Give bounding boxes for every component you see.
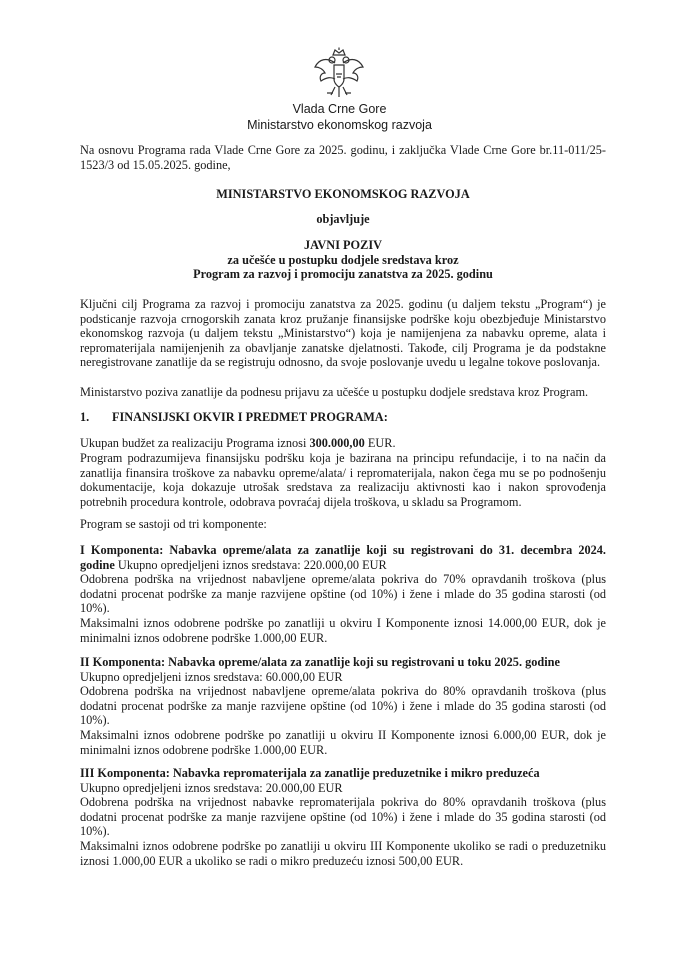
component-3-support: Odobrena podrška na vrijednost nabavke repromaterijala pokriva do 80% opravdanih troškova (plus dodatni procenat podrške za manje razvijene opštine (od 10%) i žene i mlade do 35 godina starosti (od 10%). [80,795,606,839]
budget-suffix: EUR. [364,436,396,450]
coat-of-arms-icon [311,47,367,99]
budget-prefix: Ukupan budžet za realizaciju Programa iznosi [80,436,310,450]
government-name: Vlada Crne Gore [292,102,387,116]
component-1-title: I Komponenta: Nabavka opreme/alata za zanatlije koji su registrovani do 31. decembra 2024. godine [80,543,606,572]
component-1-limits: Maksimalni iznos odobrene podrške po zanatliji u okviru I Komponente iznosi 14.000,00 EUR, dok je minimalni iznos odobrene podrške 1.000,00 EUR. [80,615,606,645]
invitation-paragraph: Ministarstvo poziva zanatlije da podnesu prijavu za učešće u postupku dodjele sredstava kroz Program. [80,385,589,399]
section-1-heading [80,410,606,425]
component-1-support: Odobrena podrška na vrijednost nabavljene opreme/alata pokriva do 70% opravdanih troškova (plus dodatni procenat podrške za manje razvijene opštine (od 10%) i žene i mlade do 35 godina starosti (od 10%). [80,572,606,616]
component-2-support: Odobrena podrška na vrijednost nabavljene opreme/alata pokriva do 80% opravdanih troškova (plus dodatni procenat podrške za manje razvijene opštine (od 10%) i žene i mlade do 35 godina starosti (od 10%). [80,684,606,728]
budget-line [80,436,606,451]
component-2-allocated: Ukupno opredjeljeni iznos sredstava: 60.000,00 EUR [80,669,343,684]
ministry-name: Ministarstvo ekonomskog razvoja [247,118,432,132]
refund-paragraph: Program podrazumijeva finansijsku podršku koja je bazirana na principu refundacije, i to na način da zanatlija finansira troškove za nabavku opreme/alata/ i repromaterijala, nakon čega mu se po podnošenju dokumentacije, koja dokazuje utrošak sredstava za realizaciju aktivnosti kao i nakon sprovođenja potrebnih procedura kontrole, odobrava povraćaj dijela troškova, u skladu sa Programom. [80,451,606,509]
goal-paragraph: Ključni cilj Programa za razvoj i promociju zanatstva za 2025. godinu (u daljem tekstu „Program“) je podsticanje razvoja crnogorskih zanata kroz pružanje finansijske podrške koju obezbjeđuje Ministarstvo ekonomskog razvoja (u daljem tekstu „Ministarstvo“) koja je namijenjena za nabavku opreme, alata i repromaterijala namijenjenih za obavljanje zanatske djelatnosti. Takođe, cilj Programa je da podstakne neregistrovane zanatlije da se registruju odnosno, da svoje poslovanje uvedu u legalne tokove poslovanja. [80,297,606,370]
components-intro: Program se sastoji od tri komponente: [80,517,267,531]
issuer-heading: MINISTARSTVO EKONOMSKOG RAZVOJA [216,187,470,201]
call-title [80,238,606,282]
component-1 [80,543,606,645]
section-1-title: FINANSIJSKI OKVIR I PREDMET PROGRAMA: [112,410,388,424]
budget-amount: 300.000,00 [309,436,365,450]
component-3-limits: Maksimalni iznos odobrene podrške po zanatliji u okviru III Komponente ukoliko se radi o preduzetniku iznosi 1.000,00 EUR a ukoliko se radi o mikro preduzeću iznosi 500,00 EUR. [80,838,606,868]
call-title-line1: JAVNI POZIV [303,238,382,252]
call-title-line3: Program za razvoj i promociju zanatstva za 2025. godinu [193,267,493,282]
component-1-allocated: Ukupno opredjeljeni iznos sredstava: 220.000,00 EUR [114,557,387,572]
announces-label: objavljuje [316,212,370,226]
section-1-number: 1. [80,410,90,424]
component-2 [80,655,606,757]
component-2-limits: Maksimalni iznos odobrene podrške po zanatliji u okviru II Komponente iznosi 6.000,00 EUR, dok je minimalni iznos odobrene podrške 1.000,00 EUR. [80,727,606,757]
component-2-title: II Komponenta: Nabavka opreme/alata za zanatlije koji su registrovani u toku 2025. godine [80,655,560,669]
component-3-allocated: Ukupno opredjeljeni iznos sredstava: 20.000,00 EUR [80,780,343,795]
component-3-title: III Komponenta: Nabavka repromaterijala za zanatlije preduzetnike i mikro preduzeća [80,766,540,780]
intro-paragraph: Na osnovu Programa rada Vlade Crne Gore za 2025. godinu, i zaključka Vlade Crne Gore br.11-011/25-1523/3 od 15.05.2025. godine, [80,143,606,172]
call-title-line2: za učešće u postupku dodjele sredstava kroz [227,252,459,267]
component-3 [80,766,606,868]
